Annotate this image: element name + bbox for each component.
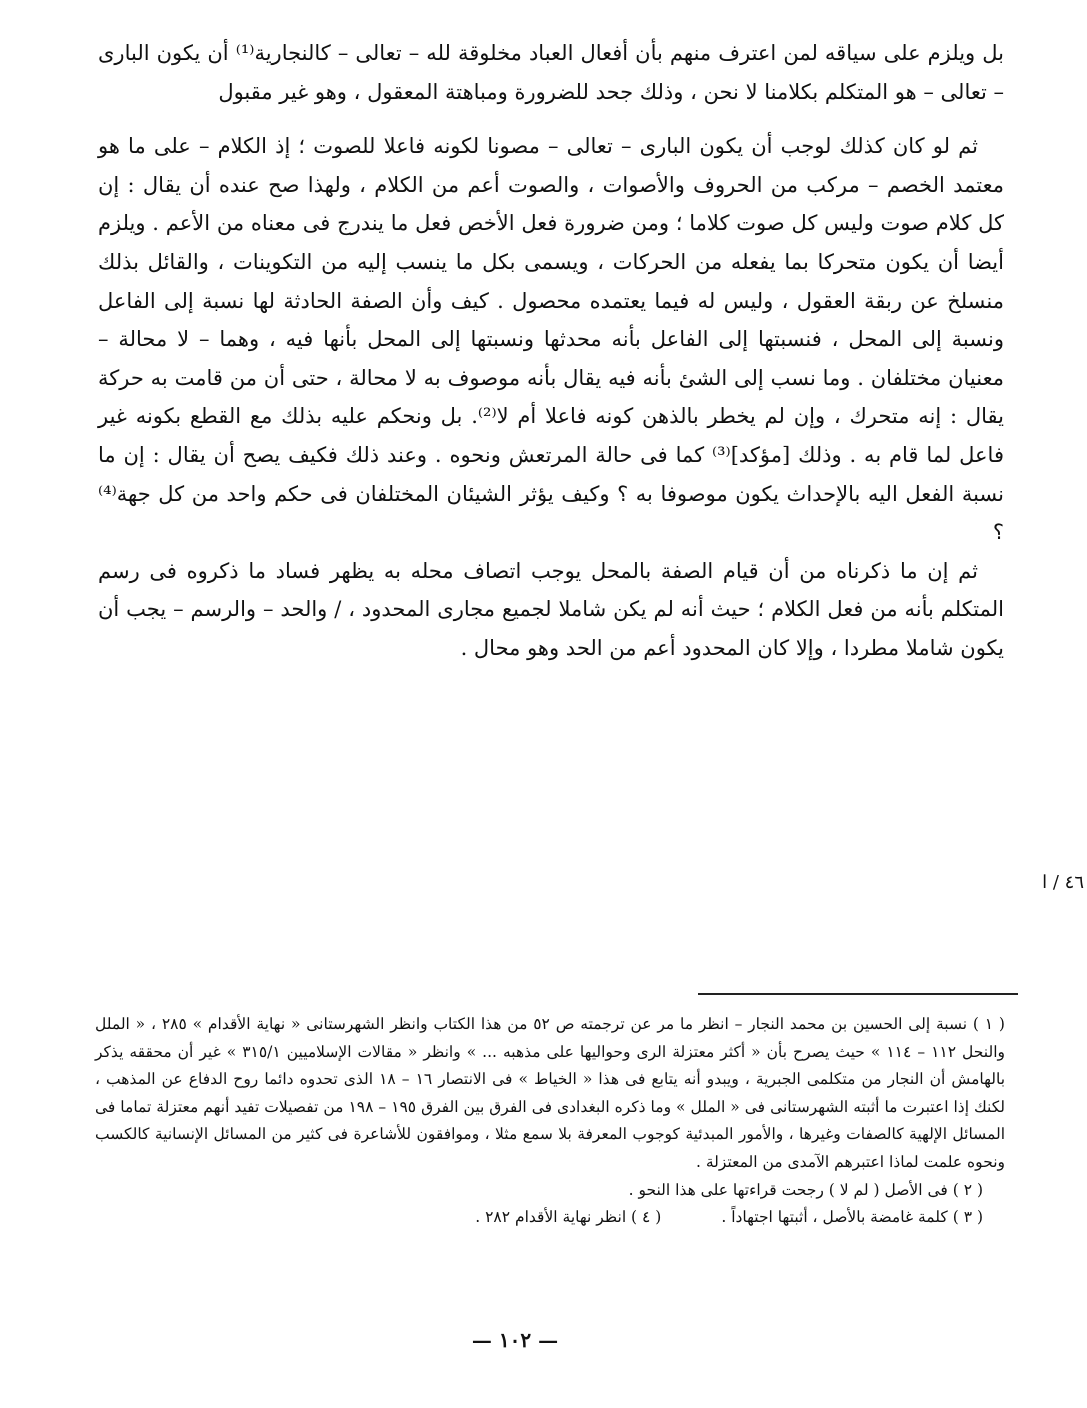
footnote-1: ( ١ ) نسبة إلى الحسين بن محمد النجار – انظر ما مر عن ترجمته ص ٥٢ من هذا الكتاب وانظر الشهرستانى « نهاية الأقدام » ٢٨٥ ، « الملل والنحل ١١٢ – ١١٤ » حيث يصرح بأن « أكثر معتزلة الرى وحواليها على مذهبه ... » وانظر « مقالات الإسلاميين ٣١٥/١ » غير أن محققه يذكر بالهامش أن النجار من متكلمى الجبرية ، ويبدو أنه يتابع فى هذا « الخياط » فى الانتصار ١٦ – ١٨ الذى تحدوه دائما روح الدفاع عن المذهب ، لكنك إذا اعتبرت ما أثبته الشهرستانى فى « الملل » وما ذكره البغدادى فى الفرق بين الفرق ١٩٥ – ١٩٨ من تفصيلات تفيد أنهم معتزلة تماما فى المسائل الإلهية كالصفات وغيرها ، والأمور المبدئية كوجوب المعرفة بلا سمع مثلا ، وموافقون للأشاعرة فى كثير من المسائل الإنسانية كالكسب ونحوه علمت لماذا اعتبرهم الآمدى من المعتزلة . bbox=[95, 1015, 1006, 1171]
paragraph-1: بل ويلزم على سياقه لمن اعترف منهم بأن أفعال العباد مخلوقة لله – تعالى – كالنجارية⁽¹⁾ أن يكون البارى – تعالى – هو المتكلم بكلامنا لا نحن ، وذلك جحد للضرورة ومباهتة المعقول ، وهو غير مقبول bbox=[98, 41, 1004, 104]
manuscript-folio-reference: ٤٦ / ا bbox=[1042, 872, 1084, 893]
footnotes-section bbox=[95, 1011, 1005, 1232]
paragraph-2: ثم لو كان كذلك لوجب أن يكون البارى – تعالى – مصونا لكونه فاعلا للصوت ؛ إذ الكلام – على ما هو معتمد الخصم – مركب من الحروف والأصوات ، والصوت أعم من الكلام ، ولهذا صح عنده أن يقال : إن كل كلام صوت وليس كل صوت كلاما ؛ ومن ضرورة فعل الأخص فعل ما يندرج فى معناه من الأعم . ويلزم أيضا أن يكون متحركا بما يفعله من الحركات ، ويسمى بكل ما ينسب إليه من التكوينات ، والقائل بذلك منسلخ عن ربقة العقول ، وليس له فيما يعتمده محصول . كيف وأن الصفة الحادثة لها نسبة إلى الفاعل ونسبة إلى المحل ، فنسبتها إلى الفاعل بأنه محدثها ونسبتها إلى المحل بأنها فيه ، وهما – لا محالة – معنيان مختلفان . وما نسب إلى الشئ بأنه فيه يقال بأنه موصوف به لا محالة ، حتى أن من قامت به حركة يقال : إنه متحرك ، وإن لم يخطر بالذهن كونه فاعلا أم لا⁽²⁾. بل ونحكم عليه بذلك مع القطع بكونه غير فاعل لما قام به . وذلك [مؤكد]⁽³⁾ كما فى حالة المرتعش ونحوه . وعند ذلك فكيف يصح أن يقال : إن ما نسبة الفعل اليه بالإحداث يكون موصوفا به ؟ وكيف يؤثر الشيئان المختلفان فى حكم واحد من كل جهة⁽⁴⁾ ؟ bbox=[98, 134, 1004, 545]
paragraph-3: ثم إن ما ذكرناه من أن قيام الصفة بالمحل يوجب اتصاف محله به يظهر فساد ما ذكروه فى رسم المتكلم بأنه من فعل الكلام ؛ حيث أنه لم يكن شاملا لجميع مجارى المحدود ، / والحد – والرسم – يجب أن يكون شاملا مطردا ، وإلا كان المحدود أعم من الحد وهو محال . bbox=[98, 558, 1004, 660]
footnote-2: ( ٢ ) فى الأصل ( لم لا ) رجحت قراءتها على هذا النحو . bbox=[628, 1180, 983, 1199]
footnote-separator-line bbox=[698, 993, 1018, 995]
page-number: — ١٠٢ — bbox=[471, 1328, 559, 1352]
main-text-body bbox=[98, 34, 1004, 668]
footnotes-row bbox=[95, 1204, 1005, 1232]
footnote-4: ( ٤ ) انظر نهاية الأقدام ٢٨٢ . bbox=[475, 1208, 662, 1227]
footnote-3: ( ٣ ) كلمة غامضة بالأصل ، أثبتها اجتهاداً . bbox=[721, 1208, 983, 1227]
